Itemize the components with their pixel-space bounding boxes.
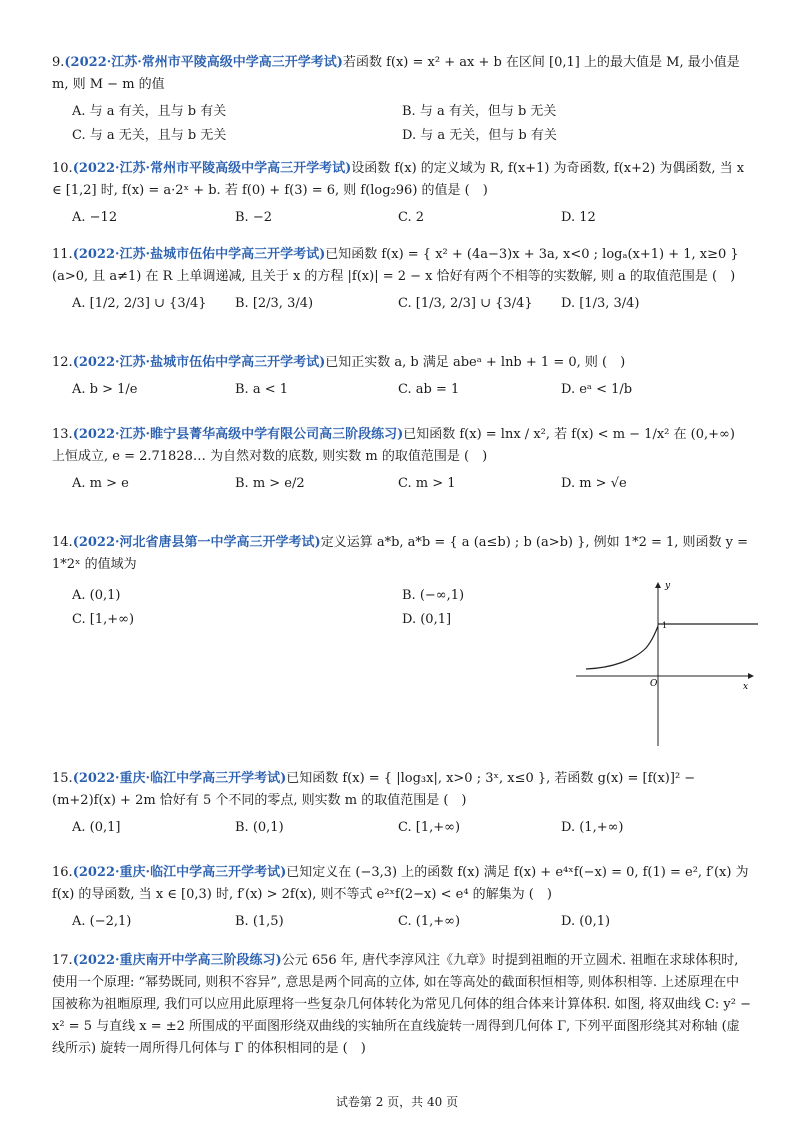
origin-label: O: [650, 679, 658, 689]
options: [52, 292, 752, 316]
tick-label-one: 1: [662, 621, 668, 630]
question-text: 已知定义在 (−3,3) 上的函数 f(x) 满足 f(x) + e⁴ˣf(−x) = 0, f(1) = e², f′(x) 为 f(x) 的导函数, 当 x ∈ [0,3) 时, f′(x) > 2f(x), 则不等式 e²ˣf(2−x) < e⁴ 的解集为 ( ): [52, 865, 749, 902]
option-b[interactable]: B. a < 1: [235, 382, 288, 397]
option-c[interactable]: C. 与 a 无关，且与 b 无关: [72, 128, 227, 143]
function-graph: [572, 576, 762, 748]
option-c[interactable]: C. [1,+∞): [398, 820, 461, 835]
question-stem: 9.(2022·江苏·常州市平陵高级中学高三开学考试)若函数 f(x) = x² + ax + b 在区间 [0,1] 上的最大值是 M, 最小值是 m, 则 M − m 的值: [52, 55, 740, 92]
question-text: 若函数 f(x) = x² + ax + b 在区间 [0,1] 上的最大值是 M, 最小值是 m, 则 M − m 的值: [52, 55, 740, 92]
option-d[interactable]: D. (0,1): [561, 914, 611, 929]
question-text: 定义运算 a*b, a*b = { a (a≤b) ; b (a>b) }, 例如 1*2 = 1, 则函数 y = 1*2ˣ 的值域为: [52, 535, 749, 572]
question-text: 已知函数 f(x) = lnx / x², 若 f(x) < m − 1/x² 在 (0,+∞) 上恒成立, e = 2.71828… 为自然对数的底数, 则实数 m 的取值范围是 ( ): [52, 427, 735, 464]
option-c[interactable]: C. ab = 1: [398, 382, 460, 397]
question-source: (2022·江苏·睢宁县菁华高级中学有限公司高三阶段练习): [72, 427, 404, 442]
question-source: (2022·重庆·临江中学高三开学考试): [72, 771, 287, 786]
option-a[interactable]: A. (−2,1): [72, 914, 132, 929]
question-source: (2022·江苏·盐城市伍佑中学高三开学考试): [72, 355, 326, 370]
question-text: 已知函数 f(x) = { |log₃x|, x>0 ; 3ˣ, x≤0 }, 若函数 g(x) = [f(x)]² − (m+2)f(x) + 2m 恰好有 5 个不同的零点, 则实数 m 的取值范围是 ( ): [52, 771, 696, 808]
question-stem: 13.(2022·江苏·睢宁县菁华高级中学有限公司高三阶段练习)已知函数 f(x) = lnx / x², 若 f(x) < m − 1/x² 在 (0,+∞) 上恒成立, e = 2.71828… 为自然对数的底数, 则实数 m 的取值范围是 ( ): [52, 427, 735, 464]
option-a[interactable]: A. (0,1): [72, 588, 121, 603]
option-d[interactable]: D. m > √e: [561, 476, 627, 491]
options: [52, 910, 752, 934]
option-d[interactable]: D. 与 a 无关，但与 b 有关: [402, 128, 557, 143]
option-b[interactable]: B. (1,5): [235, 914, 284, 929]
options: [52, 206, 752, 230]
option-b[interactable]: B. m > e/2: [235, 476, 305, 491]
question-stem: 15.(2022·重庆·临江中学高三开学考试)已知函数 f(x) = { |log₃x|, x>0 ; 3ˣ, x≤0 }, 若函数 g(x) = [f(x)]² − (m+2)f(x) + 2m 恰好有 5 个不同的零点, 则实数 m 的取值范围是 ( ): [52, 771, 696, 808]
exp-curve: [586, 626, 658, 669]
question-stem: 14.(2022·河北省唐县第一中学高三开学考试)定义运算 a*b, a*b = { a (a≤b) ; b (a>b) }, 例如 1*2 = 1, 则函数 y = 1*2ˣ 的值域为: [52, 535, 749, 572]
question-16: [52, 862, 752, 934]
x-axis-label: x: [743, 682, 749, 692]
question-text: 公元 656 年, 唐代李淳风注《九章》时提到祖暅的开立圆术. 祖暅在求球体积时, 使用一个原理: “幂势既同, 则积不容异”, 意思是两个同高的立体, 如在等高处的截面积恒相等, 则体积相等. 上述原理在中国被称为祖暅原理, 我们可以应用此原理将一些复杂几何体转化为常见几何体的组合体来计算体积. 如图, 将双曲线 C: y² − x² = 5 与直线 x = ±2 所围成的平面图形绕双曲线的实轴所在直线旋转一周得到几何体 Γ, 下列平面图形绕其对称轴 (虚线所示) 旋转一周所得几何体与 Γ 的体积相同的是 ( ): [52, 953, 751, 1056]
question-source: (2022·江苏·常州市平陵高级中学高三开学考试): [64, 55, 343, 70]
question-stem: 16.(2022·重庆·临江中学高三开学考试)已知定义在 (−3,3) 上的函数 f(x) 满足 f(x) + e⁴ˣf(−x) = 0, f(1) = e², f′(x) 为 f(x) 的导函数, 当 x ∈ [0,3) 时, f′(x) > 2f(x), 则不等式 e²ˣf(2−x) < e⁴ 的解集为 ( ): [52, 865, 749, 902]
option-a[interactable]: A. m > e: [72, 476, 129, 491]
question-stem: 12.(2022·江苏·盐城市伍佑中学高三开学考试)已知正实数 a, b 满足 abeᵃ + lnb + 1 = 0, 则 ( ): [52, 355, 626, 370]
option-b[interactable]: B. (−∞,1): [402, 588, 465, 603]
question-source: (2022·重庆南开中学高三阶段练习): [72, 953, 282, 968]
question-13: [52, 424, 752, 496]
question-source: (2022·江苏·常州市平陵高级中学高三开学考试): [72, 161, 352, 176]
option-b[interactable]: B. (0,1): [235, 820, 284, 835]
question-9: [52, 52, 752, 148]
y-axis-arrow: [655, 582, 661, 588]
option-d[interactable]: D. eᵃ < 1/b: [561, 382, 633, 397]
option-d[interactable]: D. (0,1]: [402, 612, 452, 627]
option-c[interactable]: C. (1,+∞): [398, 914, 461, 929]
option-c[interactable]: C. [1/3, 2/3] ∪ {3/4}: [398, 296, 533, 311]
option-d[interactable]: D. [1/3, 3/4): [561, 296, 640, 311]
option-c[interactable]: C. [1,+∞): [72, 612, 135, 627]
option-a[interactable]: A. −12: [72, 210, 118, 225]
option-a[interactable]: A. b > 1/e: [72, 382, 138, 397]
question-source: (2022·江苏·盐城市伍佑中学高三开学考试): [72, 247, 326, 262]
question-text: 已知正实数 a, b 满足 abeᵃ + lnb + 1 = 0, 则 ( ): [325, 355, 626, 370]
option-b[interactable]: B. −2: [235, 210, 272, 225]
page-footer: 试卷第 2 页，共 40 页: [335, 1095, 459, 1109]
question-12: [52, 352, 752, 402]
options: [52, 816, 752, 840]
option-d[interactable]: D. (1,+∞): [561, 820, 624, 835]
question-source: (2022·河北省唐县第一中学高三开学考试): [72, 535, 321, 550]
option-b[interactable]: B. [2/3, 3/4): [235, 296, 314, 311]
option-d[interactable]: D. 12: [561, 210, 596, 225]
question-stem: 10.(2022·江苏·常州市平陵高级中学高三开学考试)设函数 f(x) 的定义域为 R, f(x+1) 为奇函数, f(x+2) 为偶函数, 当 x ∈ [1,2] 时, f(x) = a·2ˣ + b. 若 f(0) + f(3) = 6, 则 f(log₂96) 的值是 ( ): [52, 161, 745, 198]
option-a[interactable]: A. (0,1]: [72, 820, 121, 835]
question-11: [52, 244, 752, 316]
question-stem: 11.(2022·江苏·盐城市伍佑中学高三开学考试)已知函数 f(x) = { x² + (4a−3)x + 3a, x<0 ; logₐ(x+1) + 1, x≥0 } (a>0, 且 a≠1) 在 R 上单调递减, 且关于 x 的方程 |f(x)| = 2 − x 恰好有两个不相等的实数解, 则 a 的取值范围是 ( ): [52, 247, 739, 284]
options: [52, 378, 752, 402]
question-source: (2022·重庆·临江中学高三开学考试): [72, 865, 287, 880]
question-text: 设函数 f(x) 的定义域为 R, f(x+1) 为奇函数, f(x+2) 为偶函数, 当 x ∈ [1,2] 时, f(x) = a·2ˣ + b. 若 f(0) + f(3) = 6, 则 f(log₂96) 的值是 ( ): [52, 161, 745, 198]
option-a[interactable]: A. [1/2, 2/3] ∪ {3/4}: [72, 296, 207, 311]
option-b[interactable]: B. 与 a 有关，但与 b 无关: [402, 104, 557, 119]
x-axis-arrow: [748, 673, 754, 679]
options: [52, 472, 752, 496]
y-axis-label: y: [665, 581, 671, 591]
question-stem: 17.(2022·重庆南开中学高三阶段练习)公元 656 年, 唐代李淳风注《九章》时提到祖暅的开立圆术. 祖暅在求球体积时, 使用一个原理: “幂势既同, 则积不容异”, 意思是两个同高的立体, 如在等高处的截面积恒相等, 则体积相等. 上述原理在中国被称为祖暅原理, 我们可以应用此原理将一些复杂几何体转化为常见几何体的组合体来计算体积. 如图, 将双曲线 C: y² − x² = 5 与直线 x = ±2 所围成的平面图形绕双曲线的实轴所在直线旋转一周得到几何体 Γ, 下列平面图形绕其对称轴 (虚线所示) 旋转一周所得几何体与 Γ 的体积相同的是 ( ): [52, 953, 751, 1056]
option-c[interactable]: C. 2: [398, 210, 425, 225]
question-15: [52, 768, 752, 840]
question-10: [52, 158, 752, 230]
question-text: 已知函数 f(x) = { x² + (4a−3)x + 3a, x<0 ; logₐ(x+1) + 1, x≥0 } (a>0, 且 a≠1) 在 R 上单调递减, 且关于 x 的方程 |f(x)| = 2 − x 恰好有两个不相等的实数解, 则 a 的取值范围是 ( ): [52, 247, 739, 284]
option-c[interactable]: C. m > 1: [398, 476, 456, 491]
option-a[interactable]: A. 与 a 有关，且与 b 有关: [72, 104, 227, 119]
options: [52, 100, 752, 148]
question-17: [52, 950, 752, 1060]
